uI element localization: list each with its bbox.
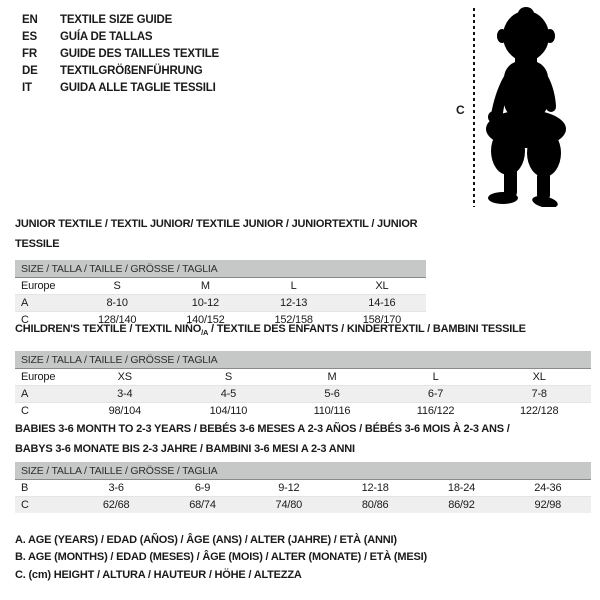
- note-age-months: B. AGE (MONTHS) / EDAD (MESES) / ÂGE (MOIS) / ALTER (MONATE) / ETÀ (MESI): [15, 551, 427, 564]
- language-list: [22, 12, 219, 97]
- size-header-bar: SIZE / TALLA / TAILLE / GRÖSSE / TAGLIA: [15, 260, 426, 278]
- baby-silhouette-image: [481, 5, 581, 207]
- gender-subscript: /A: [201, 328, 209, 338]
- row-label: Europe: [21, 371, 56, 384]
- language-code: IT: [22, 82, 32, 94]
- language-row-en: [22, 12, 219, 29]
- height-cell: 110/116: [280, 403, 384, 420]
- childrens-table-title: CHILDREN'S TEXTILE / TEXTIL $NIÑO_{/A}$ / TEXTILE DES ENFANTS / KINDERTEXTIL / BAMBINI TESSILE: [15, 323, 526, 338]
- age-cell: 6-7: [384, 386, 488, 403]
- size-cell: S: [113, 280, 121, 292]
- age-cell: 4-5: [177, 386, 281, 403]
- language-code: DE: [22, 65, 38, 77]
- age-cell: 3-6: [108, 482, 124, 494]
- language-title: GUÍA DE TALLAS: [60, 31, 153, 43]
- age-cell: 24-36: [534, 482, 562, 494]
- row-label: A: [15, 295, 73, 312]
- size-cell: XL: [532, 371, 546, 384]
- row-label: C: [15, 497, 73, 514]
- age-cell: 10-12: [161, 295, 249, 312]
- age-cell: 5-6: [280, 386, 384, 403]
- height-cell: 116/122: [384, 403, 488, 420]
- age-cell: 18-24: [447, 482, 476, 494]
- age-cell: 12-13: [250, 295, 338, 312]
- childrens-size-table: [15, 351, 591, 419]
- language-row-it: [22, 80, 219, 97]
- age-cell: 3-4: [73, 386, 177, 403]
- table-row-age: [15, 295, 426, 312]
- table-row-age: [15, 386, 591, 403]
- height-cell: 128/140: [73, 312, 161, 329]
- childrens-textile-section: [15, 319, 591, 419]
- size-cell: L: [290, 280, 297, 292]
- height-cell: 152/158: [250, 312, 338, 329]
- table-row-europe: [15, 369, 591, 386]
- height-cell: 98/104: [73, 403, 177, 420]
- age-cell: 9-12: [278, 482, 300, 494]
- age-cell: 8-10: [73, 295, 161, 312]
- babies-table-title: [15, 419, 591, 459]
- language-title: TEXTILE SIZE GUIDE: [60, 14, 173, 26]
- row-label: B: [21, 482, 29, 494]
- language-row-fr: [22, 46, 219, 63]
- language-row-de: [22, 63, 219, 80]
- size-cell: M: [327, 371, 337, 384]
- size-cell: L: [432, 371, 439, 384]
- height-cell: 158/170: [338, 312, 426, 329]
- table-row-height: [15, 497, 591, 514]
- babies-size-table: [15, 462, 591, 513]
- size-header-bar: SIZE / TALLA / TAILLE / GRÖSSE / TAGLIA: [15, 351, 591, 369]
- babies-textile-section: [15, 419, 591, 513]
- height-cell: 104/110: [177, 403, 281, 420]
- language-title: TEXTILGRÖßENFÜHRUNG: [60, 65, 203, 77]
- legend-notes: [15, 532, 427, 584]
- table-row-height: [15, 403, 591, 420]
- height-cell: 80/86: [332, 497, 418, 514]
- row-label: C: [15, 403, 73, 420]
- height-cell: 92/98: [505, 497, 591, 514]
- junior-table-title: JUNIOR TEXTILE / TEXTIL JUNIOR/ TEXTILE JUNIOR / JUNIORTEXTIL / JUNIOR TESSILE: [15, 218, 418, 250]
- row-label: Europe: [21, 280, 56, 292]
- language-row-es: [22, 29, 219, 46]
- junior-size-table: [15, 260, 426, 328]
- note-height-cm: C. (cm) HEIGHT / ALTURA / HAUTEUR / HÖHE / ALTEZZA: [15, 568, 302, 581]
- size-cell: M: [200, 280, 210, 292]
- table-row-age-months: [15, 480, 591, 497]
- row-label: A: [15, 386, 73, 403]
- age-cell: 7-8: [487, 386, 591, 403]
- size-cell: S: [224, 371, 232, 384]
- height-cell: 62/68: [73, 497, 159, 514]
- height-cell: 68/74: [159, 497, 245, 514]
- age-cell: 12-18: [361, 482, 389, 494]
- language-code: ES: [22, 31, 37, 43]
- note-age-years: A. AGE (YEARS) / EDAD (AÑOS) / ÂGE (ANS) / ALTER (JAHRE) / ETÀ (ANNI): [15, 534, 397, 546]
- size-header-bar: SIZE / TALLA / TAILLE / GRÖSSE / TAGLIA: [15, 462, 591, 480]
- age-cell: 14-16: [338, 295, 426, 312]
- babies-title-line2: BABYS 3-6 MONATE BIS 2-3 JAHRE / BAMBINI 3-6 MESI A 2-3 ANNI: [15, 443, 355, 455]
- language-code: FR: [22, 48, 37, 60]
- age-cell: 6-9: [194, 482, 211, 494]
- size-cell: XS: [117, 371, 132, 384]
- junior-textile-section: [15, 214, 426, 328]
- language-code: EN: [22, 14, 38, 26]
- height-cell: 86/92: [418, 497, 504, 514]
- language-title: GUIDA ALLE TAGLIE TESSILI: [60, 82, 216, 94]
- height-cell: 122/128: [487, 403, 591, 420]
- height-measure-dotted-line: [473, 8, 475, 207]
- height-measure-label: C: [456, 103, 465, 117]
- height-cell: 140/152: [161, 312, 249, 329]
- language-title: GUIDE DES TAILLES TEXTILE: [60, 48, 219, 60]
- size-cell: XL: [375, 280, 389, 292]
- babies-title-line1: BABIES 3-6 MONTH TO 2-3 YEARS / BEBÉS 3-6 MESES A 2-3 AÑOS / BÉBÉS 3-6 MOIS À 2-3 ANS /: [15, 423, 510, 435]
- height-cell: 74/80: [246, 497, 332, 514]
- row-label: C: [15, 312, 73, 329]
- table-row-europe: [15, 278, 426, 295]
